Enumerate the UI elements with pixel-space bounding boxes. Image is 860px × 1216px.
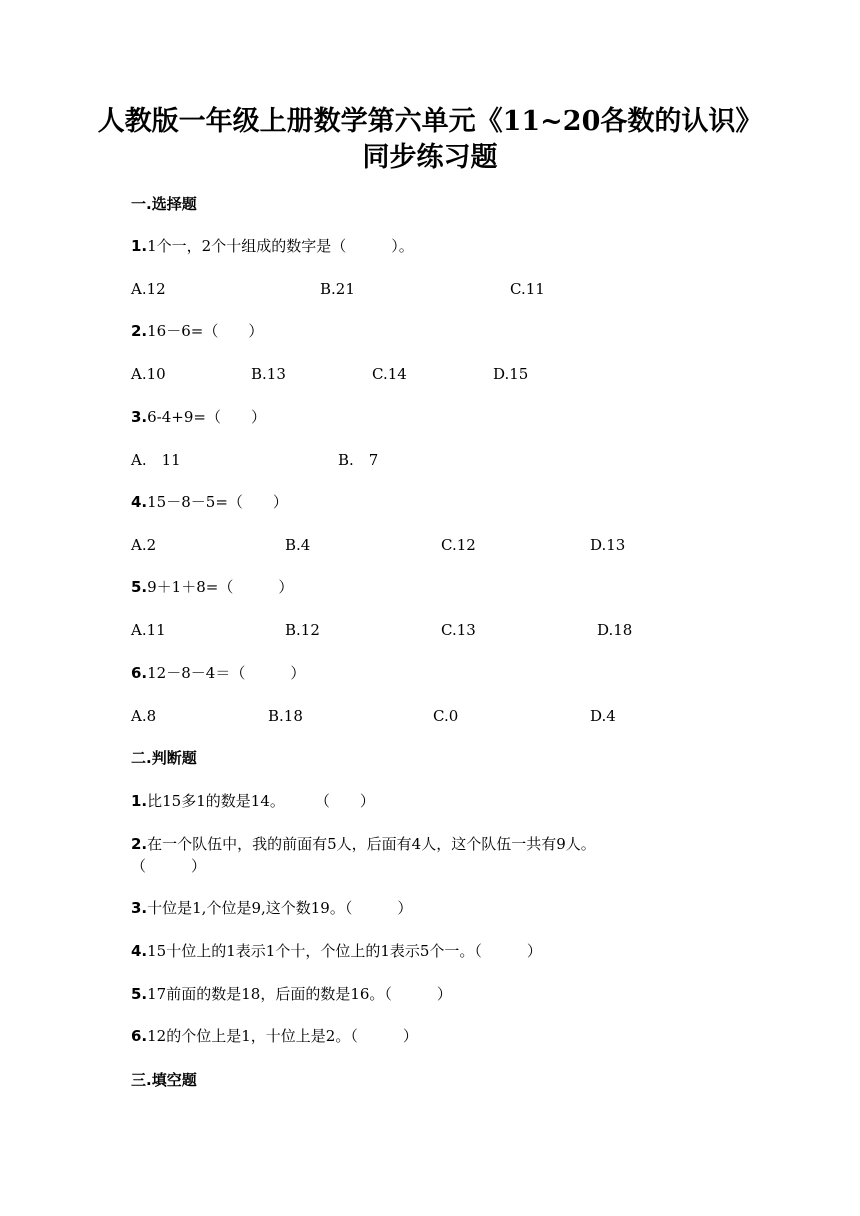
- question-number: 5.: [131, 985, 148, 1003]
- judge-question-4: [131, 941, 542, 961]
- question-number: 1.: [131, 237, 148, 255]
- choice-option: B.13: [251, 365, 286, 383]
- section-heading-fill: 三.填空题: [131, 1071, 197, 1089]
- question-text: 十位是1,个位是9,这个数19。（ ）: [147, 899, 413, 917]
- judge-question-3: [131, 898, 412, 918]
- question-text: 15－8－5=（ ）: [147, 493, 288, 511]
- choice-option: A.10: [131, 365, 166, 383]
- choice-option: B.21: [320, 280, 355, 298]
- question-text: 12的个位上是1，十位上是2。（ ）: [147, 1027, 418, 1045]
- judge-question-2-continuation: （ ）: [131, 857, 207, 875]
- page-subtitle: 同步练习题: [362, 142, 498, 173]
- question-number: 6.: [131, 664, 148, 682]
- choice-option: D.18: [597, 621, 633, 639]
- choice-option: B.18: [268, 707, 303, 725]
- choice-question-2: [131, 321, 263, 341]
- choice-option: D.4: [590, 707, 616, 725]
- page-title: 人教版一年级上册数学第六单元《11~20各数的认识》: [97, 106, 763, 137]
- choice-option: A.2: [131, 536, 157, 554]
- question-text: 16－6=（ ）: [147, 322, 264, 340]
- question-number: 3.: [131, 408, 148, 426]
- question-text: 在一个队伍中，我的前面有5人，后面有4人，这个队伍一共有9人。: [147, 835, 596, 853]
- choice-option: C.12: [441, 536, 476, 554]
- choice-option: B.4: [285, 536, 311, 554]
- question-number: 5.: [131, 578, 148, 596]
- choice-question-6: [131, 663, 305, 683]
- question-text: 12－8－4＝（ ）: [147, 664, 306, 682]
- choice-option: B. 7: [338, 451, 379, 469]
- choice-option: D.13: [590, 536, 626, 554]
- choice-option: A.11: [131, 621, 166, 639]
- choice-option: C.14: [372, 365, 407, 383]
- choice-option: D.15: [493, 365, 529, 383]
- choice-option: A.8: [131, 707, 157, 725]
- choice-option: A. 11: [131, 451, 181, 469]
- judge-question-1: [131, 791, 375, 811]
- section-heading-choice: 一.选择题: [131, 195, 197, 213]
- question-number: 6.: [131, 1027, 148, 1045]
- choice-option: A.12: [131, 280, 166, 298]
- question-text: 15十位上的1表示1个十，个位上的1表示5个一。（ ）: [147, 942, 542, 960]
- judge-question-6: [131, 1026, 418, 1046]
- question-number: 2.: [131, 322, 148, 340]
- question-number: 4.: [131, 493, 148, 511]
- question-text: 6-4+9=（ ）: [147, 408, 266, 426]
- question-text: 9＋1＋8=（ ）: [147, 578, 294, 596]
- question-number: 1.: [131, 792, 148, 810]
- choice-option: C.13: [441, 621, 476, 639]
- choice-question-5: [131, 577, 293, 597]
- question-number: 4.: [131, 942, 148, 960]
- choice-question-4: [131, 492, 288, 512]
- question-text: 比15多1的数是14。 （ ）: [147, 792, 375, 810]
- question-number: 2.: [131, 835, 148, 853]
- choice-question-1: [131, 236, 414, 256]
- section-heading-judge: 二.判断题: [131, 749, 197, 767]
- question-text: 17前面的数是18，后面的数是16。（ ）: [147, 985, 452, 1003]
- question-text: 1个一，2个十组成的数字是（ ）。: [147, 237, 414, 255]
- choice-question-3: [131, 407, 266, 427]
- judge-question-2: [131, 834, 596, 854]
- judge-question-5: [131, 984, 452, 1004]
- choice-option: B.12: [285, 621, 320, 639]
- choice-option: C.0: [433, 707, 459, 725]
- choice-option: C.11: [510, 280, 545, 298]
- question-number: 3.: [131, 899, 148, 917]
